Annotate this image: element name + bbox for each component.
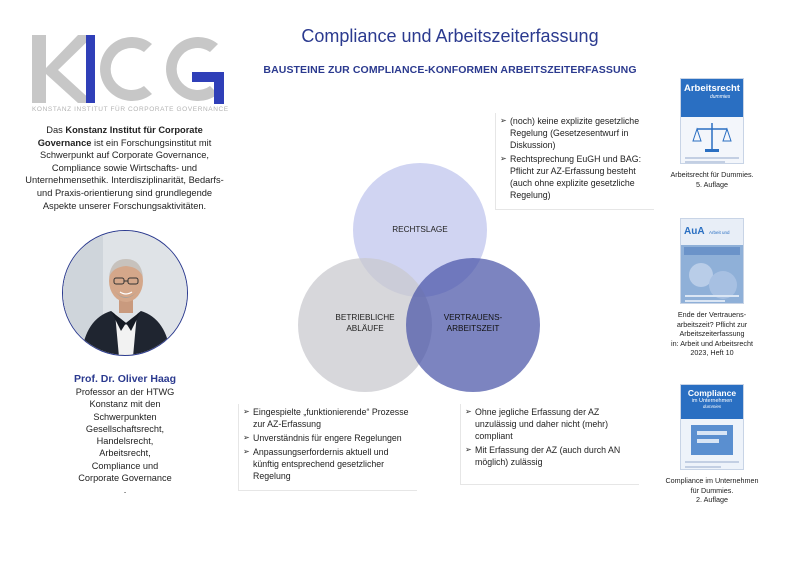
- prof-line: Corporate Governance: [78, 473, 172, 484]
- book-caption-aua: [660, 310, 764, 358]
- book-cover-graphic: [681, 419, 743, 470]
- list-item-text: (noch) keine explizite gesetzliche Regelung (Gesetzesentwurf in Diskussion): [510, 116, 640, 150]
- venn-label-rechtslage: RECHTSLAGE: [392, 225, 448, 234]
- list-item-text: Mit Erfassung der AZ (auch durch AN möglich) zulässig: [475, 445, 621, 467]
- venn-label-vertrauen: [428, 312, 518, 334]
- list-item: [465, 406, 635, 442]
- book-cover-title: Compliance: [687, 388, 737, 398]
- list-item: [465, 444, 635, 468]
- venn-label-ablaeufe-1: BETRIEBLICHE: [335, 313, 395, 322]
- book-cover-title: AuA: [684, 226, 705, 237]
- prof-line: Handelsrecht,: [96, 436, 154, 447]
- arrow-bullet-icon: ➢: [243, 433, 250, 442]
- list-item: [500, 115, 650, 151]
- prof-line: Konstanz mit den: [89, 399, 161, 410]
- prof-line: Arbeitsrecht,: [99, 448, 151, 459]
- prof-line: Professor an der HTWG: [75, 387, 175, 397]
- list-item: [243, 446, 413, 482]
- caption-line: Arbeitszeiterfassung: [679, 329, 745, 339]
- caption-line: 5. Auflage: [696, 179, 728, 189]
- prof-line: Schwerpunkten: [93, 411, 157, 422]
- logo-subtitle: KONSTANZ INSTITUT FÜR CORPORATE GOVERNANCE: [32, 106, 229, 113]
- list-item-text: Ohne jegliche Erfassung der AZ unzulässig und daher nicht (mehr) compliant: [475, 407, 609, 441]
- venn-label-vertrauen-1: VERTRAUENS-: [443, 313, 503, 322]
- caption-line: 2023, Heft 10: [690, 348, 734, 358]
- arrow-bullet-icon: ➢: [243, 407, 250, 416]
- venn-label-vertrauen-2: ARBEITSZEIT: [446, 324, 500, 333]
- arrow-bullet-icon: ➢: [243, 447, 250, 456]
- list-item: [500, 153, 650, 201]
- institute-description: [22, 124, 227, 212]
- caption-line: 2. Auflage: [696, 495, 728, 505]
- info-box-vertrauen: [460, 404, 639, 485]
- prof-line: .: [123, 485, 127, 496]
- list-item-text: Eingespielte „funktionierende“ Prozesse zur AZ-Erfassung: [253, 407, 409, 429]
- caption-line: Ende der Vertrauens-: [677, 310, 747, 319]
- page-title: Compliance und Arbeitszeiterfassung: [301, 26, 599, 46]
- professor-description: [50, 386, 200, 497]
- professor-name: Prof. Dr. Oliver Haag: [73, 373, 177, 385]
- caption-line: arbeitszeit? Pflicht zur: [676, 319, 748, 329]
- list-item-text: Unverständnis für engere Regelungen: [253, 433, 402, 443]
- book-cover-sub: im Unternehmen: [691, 398, 733, 404]
- arrow-bullet-icon: ➢: [500, 154, 507, 163]
- book-cover-sub2: dummies: [702, 404, 722, 409]
- professor-portrait: [62, 230, 188, 356]
- list-item-text: Rechtsprechung EuGH und BAG: Pflicht zur AZ-Erfassung besteht (auch ohne explizite gesetzliche Regelung): [510, 154, 642, 200]
- caption-line: in: Arbeit und Arbeitsrecht: [671, 338, 753, 348]
- prof-line: Compliance und: [91, 460, 159, 471]
- book-caption-arbeitsrecht: [662, 170, 762, 189]
- book-cover-arbeitsrecht: [680, 78, 744, 164]
- list-item-text: Anpassungserfordernis aktuell und künftig entsprechend gesetzlicher Regelung: [253, 447, 389, 481]
- institute-name: Konstanz Institut für Corporate Governance: [37, 125, 203, 148]
- book-cover-graphic: [681, 245, 743, 304]
- book-cover-sub: Arbeit und: [709, 230, 730, 235]
- portrait-image: [63, 231, 188, 356]
- arrow-bullet-icon: ➢: [465, 407, 472, 416]
- arrow-bullet-icon: ➢: [465, 445, 472, 454]
- caption-line: für Dummies.: [690, 485, 734, 495]
- prof-line: Gesellschaftsrecht,: [85, 423, 165, 434]
- book-cover-graphic: [681, 117, 743, 164]
- caption-line: Compliance im Unternehmen: [665, 476, 759, 485]
- book-caption-compliance: [660, 476, 764, 505]
- list-item: [243, 432, 413, 444]
- page-subtitle: BAUSTEINE ZUR COMPLIANCE-KONFORMEN ARBEITSZEITERFASSUNG: [263, 64, 637, 76]
- book-cover-title: Arbeitsrecht: [684, 83, 740, 94]
- book-cover-sub: dummies: [710, 94, 731, 100]
- arrow-bullet-icon: ➢: [500, 116, 507, 125]
- list-item: [243, 406, 413, 430]
- institute-intro: Das: [46, 125, 66, 135]
- venn-label-ablaeufe: [320, 312, 410, 334]
- kicg-logo: [30, 30, 230, 110]
- info-box-ablaeufe: [238, 404, 417, 491]
- institute-text: ist ein Forschungsinstitut mit Schwerpunkt auf Corporate Governance, Compliance sowie Wirtschafts- und Unternehmensethik. Interdisziplinarität, Bedarfs- und Praxis-orientierung sind grundlegende Aspekte unserer Forschungsaktivitäten.: [25, 137, 224, 211]
- info-box-rechtslage: [495, 113, 654, 210]
- book-cover-compliance: [680, 384, 744, 470]
- book-cover-aua: [680, 218, 744, 304]
- caption-line: Arbeitsrecht für Dummies.: [670, 170, 754, 179]
- venn-label-ablaeufe-2: ABLÄUFE: [346, 324, 384, 333]
